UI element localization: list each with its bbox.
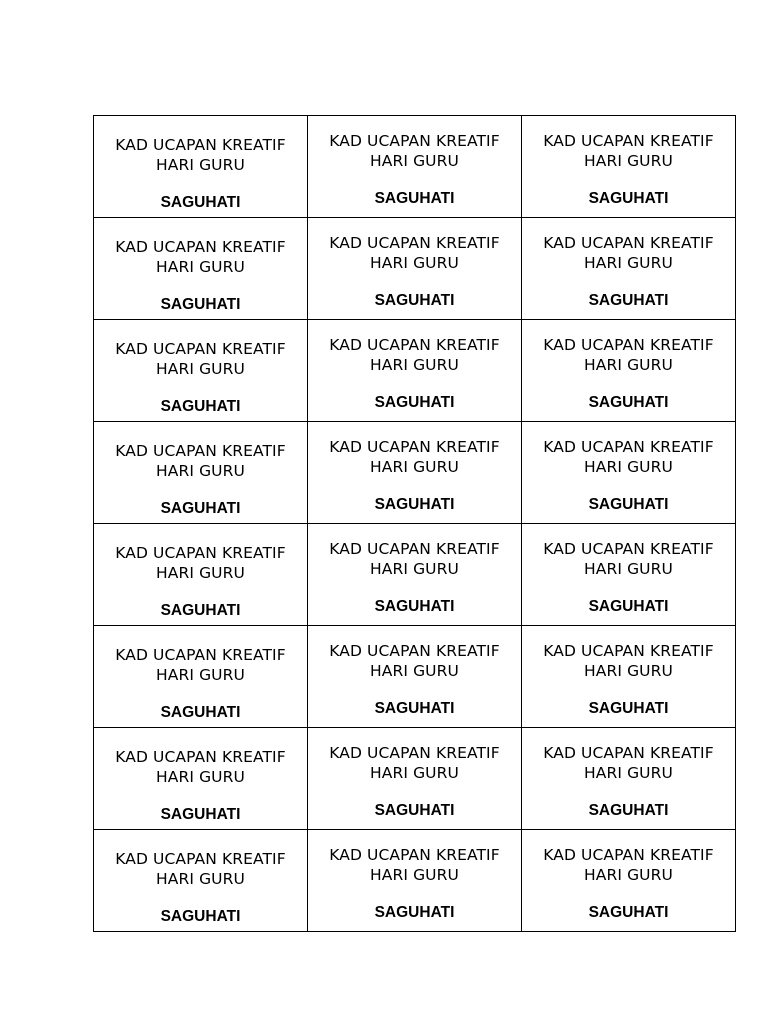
- label-subtitle: SAGUHATI: [588, 802, 669, 819]
- label-subtitle: SAGUHATI: [588, 496, 669, 513]
- label-title: KAD UCAPAN KREATIF HARI GURU: [543, 336, 714, 374]
- label-subtitle: SAGUHATI: [374, 292, 455, 309]
- label-cell: [308, 218, 522, 320]
- label-subtitle: SAGUHATI: [588, 292, 669, 309]
- label-cell: [522, 524, 736, 626]
- label-cell: [94, 320, 308, 422]
- label-cell: [522, 218, 736, 320]
- label-cell: [522, 728, 736, 830]
- label-subtitle: SAGUHATI: [588, 190, 669, 207]
- label-title: KAD UCAPAN KREATIF HARI GURU: [115, 544, 286, 582]
- label-subtitle: SAGUHATI: [160, 602, 241, 619]
- label-title: KAD UCAPAN KREATIF HARI GURU: [543, 744, 714, 782]
- label-title: KAD UCAPAN KREATIF HARI GURU: [329, 846, 500, 884]
- label-subtitle: SAGUHATI: [374, 802, 455, 819]
- label-subtitle: SAGUHATI: [374, 598, 455, 615]
- label-cell: [94, 626, 308, 728]
- label-subtitle: SAGUHATI: [160, 806, 241, 823]
- label-title: KAD UCAPAN KREATIF HARI GURU: [115, 136, 286, 174]
- label-title: KAD UCAPAN KREATIF HARI GURU: [115, 748, 286, 786]
- label-cell: [522, 830, 736, 932]
- label-cell: [522, 116, 736, 218]
- label-subtitle: SAGUHATI: [588, 904, 669, 921]
- label-cell: [308, 116, 522, 218]
- label-title: KAD UCAPAN KREATIF HARI GURU: [329, 438, 500, 476]
- label-subtitle: SAGUHATI: [374, 904, 455, 921]
- label-row: [94, 728, 736, 830]
- label-row: [94, 218, 736, 320]
- label-title: KAD UCAPAN KREATIF HARI GURU: [115, 238, 286, 276]
- label-title: KAD UCAPAN KREATIF HARI GURU: [115, 850, 286, 888]
- label-cell: [308, 422, 522, 524]
- label-subtitle: SAGUHATI: [160, 704, 241, 721]
- label-subtitle: SAGUHATI: [588, 700, 669, 717]
- label-subtitle: SAGUHATI: [374, 394, 455, 411]
- label-subtitle: SAGUHATI: [160, 296, 241, 313]
- label-cell: [308, 728, 522, 830]
- label-cell: [308, 830, 522, 932]
- label-cell: [308, 626, 522, 728]
- label-row: [94, 524, 736, 626]
- label-subtitle: SAGUHATI: [160, 908, 241, 925]
- label-title: KAD UCAPAN KREATIF HARI GURU: [543, 234, 714, 272]
- label-cell: [94, 116, 308, 218]
- label-title: KAD UCAPAN KREATIF HARI GURU: [329, 336, 500, 374]
- label-row: [94, 626, 736, 728]
- label-title: KAD UCAPAN KREATIF HARI GURU: [329, 642, 500, 680]
- label-row: [94, 422, 736, 524]
- label-cell: [94, 218, 308, 320]
- label-cell: [94, 728, 308, 830]
- label-title: KAD UCAPAN KREATIF HARI GURU: [329, 234, 500, 272]
- label-subtitle: SAGUHATI: [160, 194, 241, 211]
- label-cell: [522, 626, 736, 728]
- label-cell: [522, 422, 736, 524]
- label-title: KAD UCAPAN KREATIF HARI GURU: [329, 540, 500, 578]
- label-title: KAD UCAPAN KREATIF HARI GURU: [115, 340, 286, 378]
- label-title: KAD UCAPAN KREATIF HARI GURU: [329, 132, 500, 170]
- label-title: KAD UCAPAN KREATIF HARI GURU: [543, 642, 714, 680]
- label-cell: [308, 320, 522, 422]
- label-title: KAD UCAPAN KREATIF HARI GURU: [115, 442, 286, 480]
- label-row: [94, 320, 736, 422]
- label-title: KAD UCAPAN KREATIF HARI GURU: [543, 846, 714, 884]
- label-subtitle: SAGUHATI: [160, 398, 241, 415]
- label-cell: [94, 830, 308, 932]
- label-cell: [94, 422, 308, 524]
- label-sheet-table: [93, 115, 736, 932]
- label-subtitle: SAGUHATI: [374, 190, 455, 207]
- label-cell: [522, 320, 736, 422]
- label-title: KAD UCAPAN KREATIF HARI GURU: [543, 438, 714, 476]
- label-title: KAD UCAPAN KREATIF HARI GURU: [543, 132, 714, 170]
- label-row: [94, 116, 736, 218]
- label-cell: [308, 524, 522, 626]
- label-subtitle: SAGUHATI: [588, 598, 669, 615]
- label-title: KAD UCAPAN KREATIF HARI GURU: [543, 540, 714, 578]
- label-subtitle: SAGUHATI: [374, 496, 455, 513]
- label-subtitle: SAGUHATI: [160, 500, 241, 517]
- label-subtitle: SAGUHATI: [374, 700, 455, 717]
- label-cell: [94, 524, 308, 626]
- label-title: KAD UCAPAN KREATIF HARI GURU: [115, 646, 286, 684]
- label-subtitle: SAGUHATI: [588, 394, 669, 411]
- label-title: KAD UCAPAN KREATIF HARI GURU: [329, 744, 500, 782]
- label-row: [94, 830, 736, 932]
